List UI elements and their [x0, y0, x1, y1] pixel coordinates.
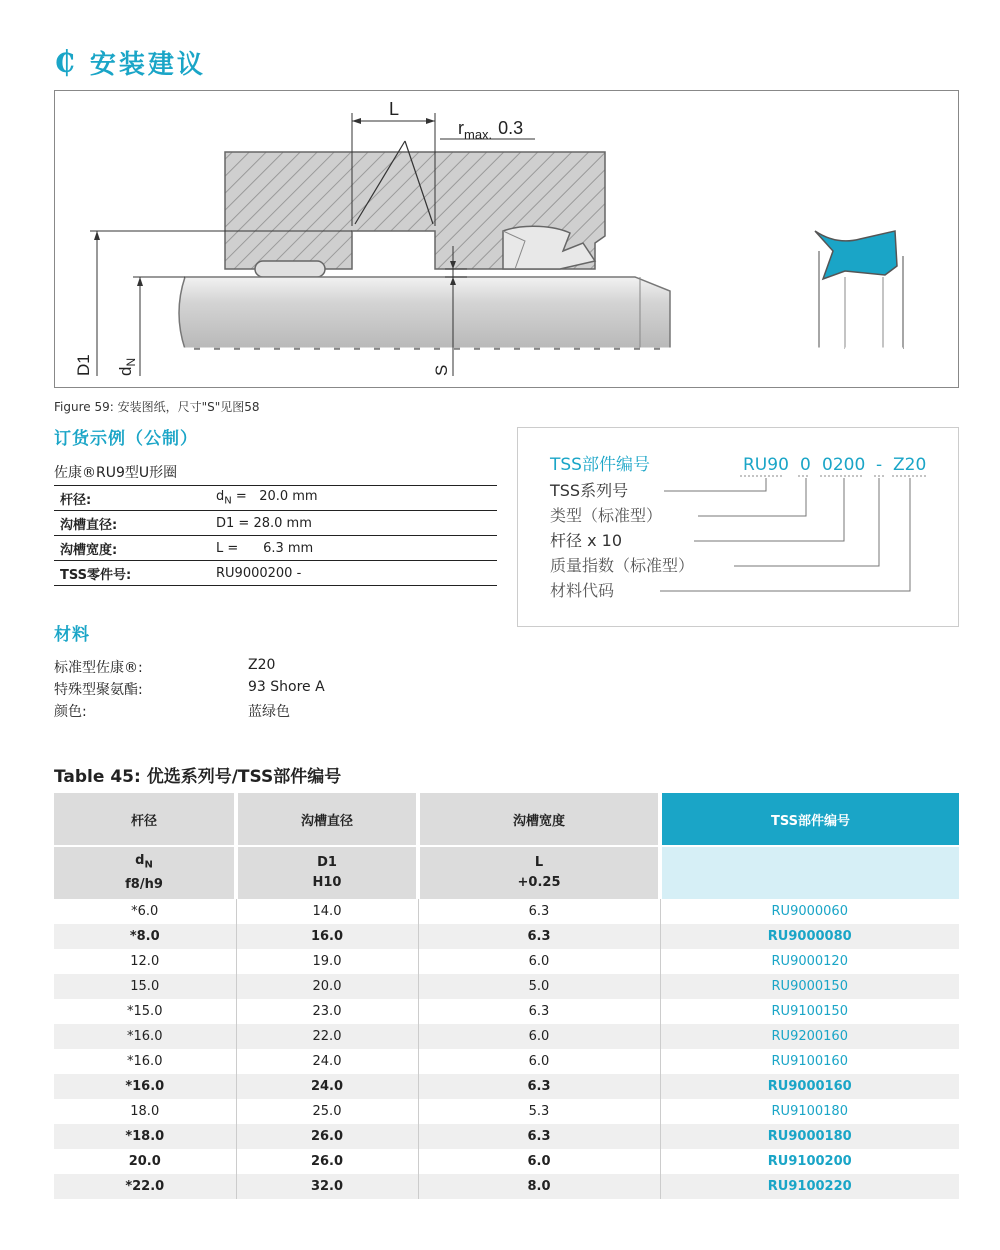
material-label: 颜色: — [54, 704, 87, 720]
brand-logo-icon: ₵ — [54, 45, 78, 80]
table-row — [54, 1174, 959, 1199]
cell-part-number: RU9100200 — [767, 1154, 852, 1169]
table-row — [54, 949, 959, 974]
cell-groove-diameter: 23.0 — [236, 999, 418, 1024]
col-header-tss-part-number: TSS部件编号 — [660, 793, 959, 846]
col-header-groove-width: 沟槽宽度 — [418, 793, 660, 846]
subheader-tolerance: H10 — [312, 875, 342, 890]
pn-item-type: 类型（标准型） — [550, 506, 663, 525]
order-eq: = — [231, 489, 247, 505]
figure-caption: Figure 59: 安装图纸，尺寸"S"见图58 — [54, 400, 260, 414]
table-row — [54, 999, 959, 1024]
cell-groove-width: 5.3 — [418, 1099, 660, 1124]
cell-groove-diameter: 26.0 — [236, 1149, 418, 1174]
part-number-breakdown-svg — [518, 428, 958, 626]
table-row — [54, 1074, 959, 1099]
cell-groove-width: 6.3 — [418, 899, 660, 924]
cell-groove-diameter: 24.0 — [236, 1074, 418, 1099]
table-row — [54, 1049, 959, 1074]
order-key: 沟槽直径: — [54, 511, 210, 536]
table-row — [54, 1149, 959, 1174]
label-dN-sub: N — [124, 357, 138, 367]
page-title-text: 安装建议 — [89, 50, 206, 80]
table-row — [54, 899, 959, 924]
cell-part-number: RU9100220 — [660, 1174, 959, 1199]
cell-part-number: RU9000160 — [660, 1074, 959, 1099]
table-header-row — [54, 793, 959, 846]
label-S: S — [432, 364, 451, 376]
cell-groove-diameter: 32.0 — [236, 1174, 418, 1199]
cell-groove-width: 6.0 — [418, 1024, 660, 1049]
cell-part-number: RU9000060 — [771, 904, 848, 919]
order-key: 杆径: — [54, 486, 210, 511]
pn-code-series: RU90 — [743, 455, 789, 475]
cell-rod-diameter: 12.0 — [54, 949, 236, 974]
subheader-symbol: L — [534, 855, 544, 870]
order-example-subtitle: 佐康®RU9型U形圈 — [54, 465, 178, 481]
seal-profile — [813, 231, 907, 349]
cell-rod-diameter: *18.0 — [54, 1124, 236, 1149]
cell-groove-diameter: 19.0 — [236, 949, 418, 974]
order-value — [210, 561, 497, 586]
cell-rod-diameter: *16.0 — [54, 1024, 236, 1049]
order-row — [54, 511, 497, 536]
table-row — [54, 924, 959, 949]
page-title — [54, 44, 206, 81]
order-val: 28.0 mm — [253, 515, 312, 531]
subheader-groove-dia — [236, 846, 418, 899]
order-row — [54, 536, 497, 561]
cell-groove-width: 6.3 — [418, 924, 660, 949]
material-value: 蓝绿色 — [248, 704, 290, 720]
subheader-tss — [660, 846, 959, 899]
label-r: r — [458, 118, 464, 138]
cell-part-number: RU9000180 — [660, 1124, 959, 1149]
cell-groove-diameter: 16.0 — [236, 924, 418, 949]
order-row — [54, 486, 497, 511]
order-val: 6.3 mm — [263, 540, 314, 556]
cell-groove-width: 6.0 — [418, 1149, 660, 1174]
pn-item-series: TSS系列号 — [550, 481, 629, 500]
cell-rod-diameter: *22.0 — [54, 1174, 236, 1199]
label-r-sub: max. — [464, 127, 493, 142]
material-label: 特殊型聚氨酯: — [54, 682, 143, 698]
cell-rod-diameter: *15.0 — [54, 999, 236, 1024]
cell-part-number: RU9100150 — [771, 1004, 848, 1019]
order-value — [210, 511, 497, 536]
order-value — [210, 536, 497, 561]
cell-groove-diameter: 22.0 — [236, 1024, 418, 1049]
order-example-table — [54, 485, 497, 586]
order-sym: RU9000200 - — [216, 565, 302, 581]
pn-code-dash: - — [876, 455, 883, 475]
order-sym: D1 — [216, 515, 235, 531]
cell-part-number: RU9000080 — [660, 924, 959, 949]
cell-part-number: RU9100180 — [771, 1104, 848, 1119]
table-body — [54, 899, 959, 1199]
subheader-tolerance: +0.25 — [517, 875, 561, 890]
cell-groove-diameter: 25.0 — [236, 1099, 418, 1124]
cell-rod-diameter: 15.0 — [54, 974, 236, 999]
cell-rod-diameter: *16.0 — [54, 1074, 236, 1099]
pn-item-diameter: 杆径 x 10 — [550, 531, 623, 550]
table-row — [54, 1124, 959, 1149]
installation-drawing-svg — [55, 91, 958, 387]
label-dN — [116, 358, 138, 376]
pn-item-quality: 质量指数（标准型） — [550, 556, 695, 575]
subheader-symbol: D1 — [317, 855, 337, 870]
cell-groove-diameter: 14.0 — [236, 899, 418, 924]
subheader-rod — [54, 846, 236, 899]
order-example-heading: 订货示例（公制） — [54, 429, 198, 449]
pn-code-material: Z20 — [893, 455, 927, 475]
cell-part-number: RU9200160 — [660, 1024, 959, 1049]
order-sym-sub: N — [224, 495, 232, 507]
cell-rod-diameter: *6.0 — [54, 899, 236, 924]
subheader-symbol-sub: N — [144, 859, 153, 871]
label-L: L — [389, 99, 400, 119]
cell-groove-width: 6.3 — [418, 999, 660, 1024]
order-eq: = — [234, 515, 250, 531]
cell-rod-diameter: 18.0 — [54, 1099, 236, 1124]
cell-groove-width: 6.0 — [418, 1049, 660, 1074]
material-value: 93 Shore A — [248, 679, 325, 695]
subheader-symbol: d — [135, 852, 145, 868]
pn-title: TSS部件编号 — [550, 455, 650, 475]
cell-groove-width: 6.3 — [418, 1124, 660, 1149]
cell-part-number: RU9000120 — [771, 954, 848, 969]
table-row — [54, 1099, 959, 1124]
cell-rod-diameter: *16.0 — [54, 1049, 236, 1074]
cell-groove-width: 8.0 — [418, 1174, 660, 1199]
cell-groove-width: 6.3 — [418, 1074, 660, 1099]
col-header-groove-diameter: 沟槽直径 — [236, 793, 418, 846]
pn-code-diameter: 0200 — [822, 455, 866, 475]
installation-drawing — [54, 90, 959, 388]
order-key: 沟槽宽度: — [54, 536, 210, 561]
label-r-value: 0.3 — [498, 118, 524, 138]
order-sym: d — [216, 489, 225, 505]
preferred-series-table — [54, 793, 959, 1199]
label-rmax — [458, 118, 523, 142]
col-header-rod-diameter: 杆径 — [54, 793, 236, 846]
order-sym: L — [216, 540, 224, 556]
cell-groove-width: 5.0 — [418, 974, 660, 999]
subheader-groove-width — [418, 846, 660, 899]
order-row — [54, 561, 497, 586]
cell-groove-diameter: 24.0 — [236, 1049, 418, 1074]
label-D1: D1 — [74, 354, 93, 376]
table-subheader-row — [54, 846, 959, 899]
cell-part-number: RU9000150 — [660, 974, 959, 999]
table-row — [54, 1024, 959, 1049]
table-row — [54, 974, 959, 999]
subheader-tolerance: f8/h9 — [125, 877, 163, 893]
cell-groove-width: 6.0 — [418, 949, 660, 974]
cell-part-number: RU9100160 — [771, 1054, 848, 1069]
order-val: 20.0 mm — [259, 489, 318, 505]
order-eq: = — [223, 540, 239, 556]
material-heading: 材料 — [54, 625, 90, 645]
pn-item-material: 材料代码 — [550, 581, 615, 600]
part-number-breakdown — [517, 427, 959, 627]
material-label: 标准型佐康®: — [54, 660, 143, 676]
order-key: TSS零件号: — [54, 561, 210, 586]
cell-groove-diameter: 26.0 — [236, 1124, 418, 1149]
order-value — [210, 486, 497, 511]
pn-code-type: 0 — [800, 455, 811, 475]
cell-groove-diameter: 20.0 — [236, 974, 418, 999]
material-value: Z20 — [248, 657, 276, 673]
cell-rod-diameter: *8.0 — [54, 924, 236, 949]
table-title: Table 45: 优选系列号/TSS部件编号 — [54, 767, 342, 787]
cell-rod-diameter: 20.0 — [54, 1149, 236, 1174]
label-dN-d: d — [116, 366, 135, 376]
